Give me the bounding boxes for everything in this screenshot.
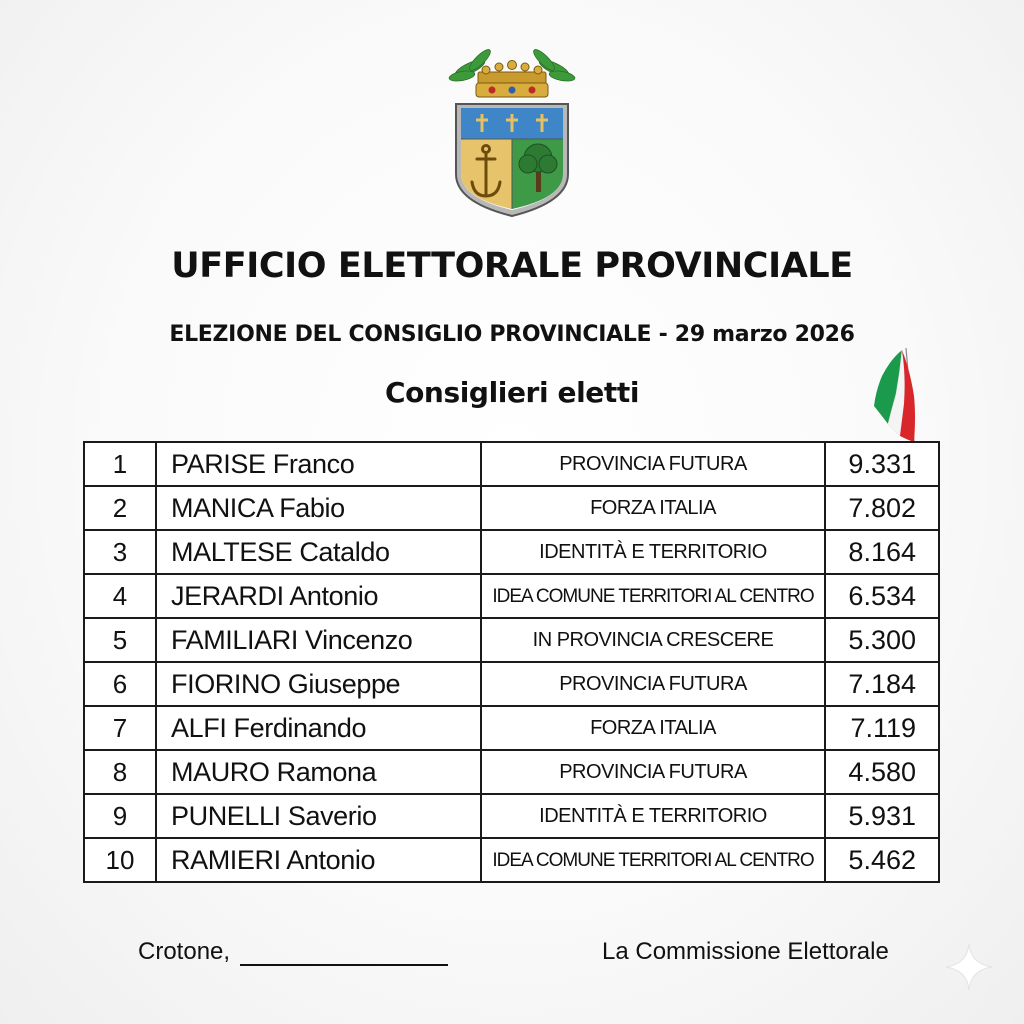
- section-title: Consiglieri eletti: [384, 376, 640, 409]
- candidate-name-cell: MALTESE Cataldo: [156, 530, 481, 574]
- table-row: [84, 486, 939, 530]
- votes-cell: 4.580: [825, 750, 939, 794]
- votes-cell: 7.119: [825, 706, 939, 750]
- election-subtitle: ELEZIONE DEL CONSIGLIO PROVINCIALE - 29 marzo 2026: [169, 322, 855, 347]
- candidate-name-cell: MAURO Ramona: [156, 750, 481, 794]
- list-name-text: IDEA COMUNE TERRITORI AL CENTRO: [492, 849, 814, 871]
- coat-of-arms-icon: [448, 46, 576, 222]
- candidate-name-cell: FIORINO Giuseppe: [156, 662, 481, 706]
- candidate-name-cell: MANICA Fabio: [156, 486, 481, 530]
- sparkle-icon: [944, 942, 994, 992]
- place-date-field: [138, 938, 448, 966]
- rank-cell: 8: [84, 750, 156, 794]
- table-row: [84, 662, 939, 706]
- list-name-cell: FORZA ITALIA: [481, 706, 825, 750]
- votes-cell: 9.331: [825, 442, 939, 486]
- elected-councillors-table: [83, 441, 940, 883]
- votes-cell: 7.184: [825, 662, 939, 706]
- list-name-cell: PROVINCIA FUTURA: [481, 662, 825, 706]
- commission-signature-label: La Commissione Elettorale: [602, 938, 889, 965]
- table-row: [84, 706, 939, 750]
- list-name-cell: IN PROVINCIA CRESCERE: [481, 618, 825, 662]
- place-label: Crotone,: [138, 938, 231, 965]
- table-row: [84, 530, 939, 574]
- votes-cell: 7.802: [825, 486, 939, 530]
- table-row: [84, 618, 939, 662]
- list-name-cell: [481, 838, 825, 882]
- list-name-cell: [481, 574, 825, 618]
- list-name-cell: PROVINCIA FUTURA: [481, 750, 825, 794]
- rank-cell: 9: [84, 794, 156, 838]
- candidate-name-cell: JERARDI Antonio: [156, 574, 481, 618]
- rank-cell: 4: [84, 574, 156, 618]
- rank-cell: 1: [84, 442, 156, 486]
- candidate-name-cell: PARISE Franco: [156, 442, 481, 486]
- office-title: UFFICIO ELETTORALE PROVINCIALE: [171, 246, 853, 286]
- list-name-cell: IDENTITÀ E TERRITORIO: [481, 794, 825, 838]
- table-row: [84, 574, 939, 618]
- list-name-cell: IDENTITÀ E TERRITORIO: [481, 530, 825, 574]
- list-name-text: IDEA COMUNE TERRITORI AL CENTRO: [492, 585, 814, 607]
- votes-cell: 6.534: [825, 574, 939, 618]
- votes-cell: 8.164: [825, 530, 939, 574]
- rank-cell: 5: [84, 618, 156, 662]
- candidate-name-cell: ALFI Ferdinando: [156, 706, 481, 750]
- rank-cell: 3: [84, 530, 156, 574]
- table-row: [84, 794, 939, 838]
- table-row: [84, 838, 939, 882]
- candidate-name-cell: FAMILIARI Vincenzo: [156, 618, 481, 662]
- candidate-name-cell: RAMIERI Antonio: [156, 838, 481, 882]
- date-signature-line: [240, 938, 448, 966]
- table-row: [84, 442, 939, 486]
- rank-cell: 2: [84, 486, 156, 530]
- table-row: [84, 750, 939, 794]
- rank-cell: 7: [84, 706, 156, 750]
- candidate-name-cell: PUNELLI Saverio: [156, 794, 481, 838]
- italian-flag-icon: [862, 346, 928, 444]
- list-name-cell: PROVINCIA FUTURA: [481, 442, 825, 486]
- rank-cell: 6: [84, 662, 156, 706]
- votes-cell: 5.462: [825, 838, 939, 882]
- list-name-cell: FORZA ITALIA: [481, 486, 825, 530]
- votes-cell: 5.931: [825, 794, 939, 838]
- votes-cell: 5.300: [825, 618, 939, 662]
- rank-cell: 10: [84, 838, 156, 882]
